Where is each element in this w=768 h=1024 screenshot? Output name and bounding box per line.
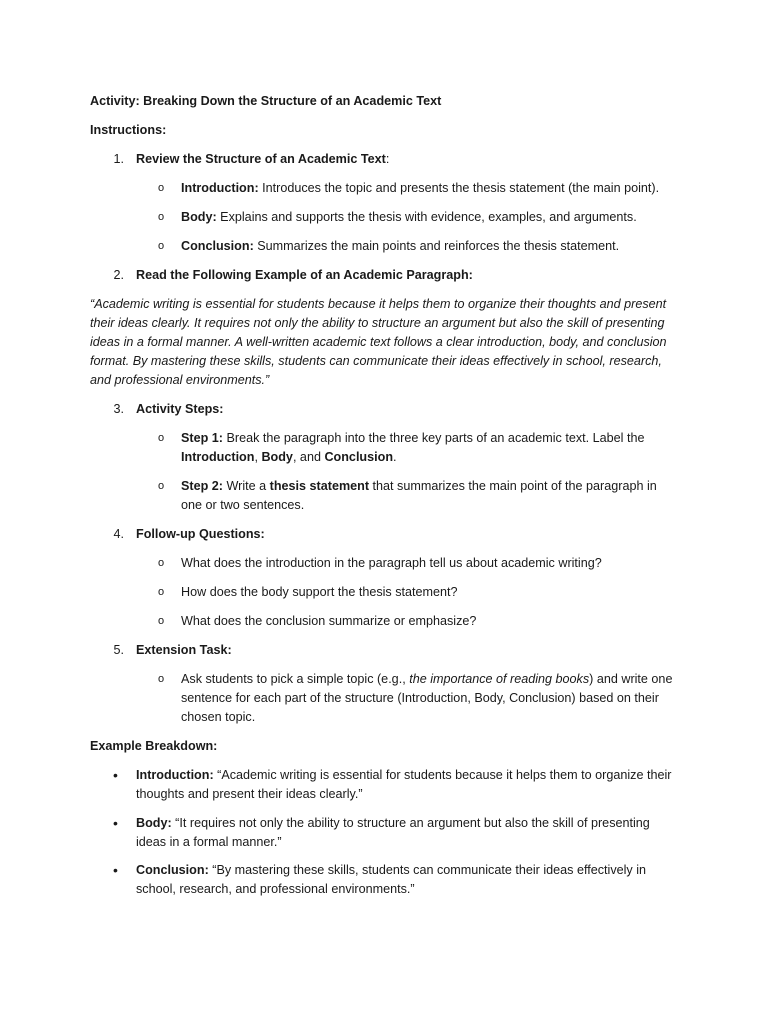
sub-item-label: Introduction: <box>181 181 259 195</box>
breakdown-conclusion-line-1 <box>136 861 646 880</box>
step-1-line-1 <box>181 429 644 448</box>
breakdown-label: Introduction: <box>136 768 214 782</box>
sub-item-introduction <box>181 179 659 198</box>
extension-task-line-1 <box>181 670 672 689</box>
item-heading: Extension Task: <box>136 643 232 657</box>
question: What does the conclusion summarize or emphasize? <box>181 614 477 628</box>
paragraph-line: format. By mastering these skills, students can communicate their ideas effectively in school, research, <box>90 354 662 368</box>
circle-bullet-icon: o <box>158 557 165 569</box>
item-heading-text: Review the Structure of an Academic Text <box>136 152 386 166</box>
sub-item-conclusion <box>181 237 619 256</box>
item-number: 4. <box>113 527 124 541</box>
step-label: Step 1: <box>181 431 223 445</box>
item-number: 2. <box>113 268 124 282</box>
term-introduction: Introduction <box>181 450 255 464</box>
task-text: Ask students to pick a simple topic (e.g., <box>181 672 410 686</box>
step-2-line-2: one or two sentences. <box>181 498 305 512</box>
step-text: . <box>393 450 397 464</box>
circle-bullet-icon: o <box>158 615 165 627</box>
term-body: Body <box>261 450 293 464</box>
circle-bullet-icon: o <box>158 673 165 685</box>
item-heading: Activity Steps: <box>136 402 224 416</box>
step-text: that summarizes the main point of the paragraph in <box>369 479 657 493</box>
step-text: , and <box>292 450 325 464</box>
sub-item-label: Body: <box>181 210 217 224</box>
question: What does the introduction in the paragraph tell us about academic writing? <box>181 556 602 570</box>
sub-item-text: Summarizes the main points and reinforces the thesis statement. <box>253 239 620 253</box>
term-conclusion: Conclusion <box>324 450 394 464</box>
step-2-line-1 <box>181 477 657 496</box>
breakdown-text: “By mastering these skills, students can communicate their ideas effectively in <box>208 863 647 877</box>
circle-bullet-icon: o <box>158 211 165 223</box>
paragraph-line: their ideas clearly. It requires not only the ability to structure an argument but also the skill of presenting <box>90 316 665 330</box>
step-1-line-2 <box>181 448 397 467</box>
item-heading <box>136 150 389 169</box>
item-heading: Follow-up Questions: <box>136 527 265 541</box>
bullet-icon: • <box>113 767 118 783</box>
circle-bullet-icon: o <box>158 182 165 194</box>
paragraph-line: ideas in a formal manner. A well-written academic text follows a clear introduction, body, and conclusion <box>90 335 667 349</box>
bullet-icon: • <box>113 815 118 831</box>
sub-item-body <box>181 208 637 227</box>
breakdown-introduction-line-2: thoughts and present their ideas clearly.” <box>136 787 363 801</box>
item-number: 3. <box>113 402 124 416</box>
circle-bullet-icon: o <box>158 432 165 444</box>
extension-task-line-2: sentence for each part of the structure (Introduction, Body, Conclusion) based on their <box>181 691 659 705</box>
step-text: Write a <box>223 479 270 493</box>
breakdown-text: “Academic writing is essential for students because it helps them to organize their <box>213 768 672 782</box>
item-number: 1. <box>113 152 124 166</box>
bullet-icon: • <box>113 862 118 878</box>
breakdown-label: Conclusion: <box>136 863 209 877</box>
paragraph-line: and professional environments.” <box>90 373 270 387</box>
breakdown-introduction-line-1 <box>136 766 671 785</box>
breakdown-label: Body: <box>136 816 172 830</box>
document-title: Activity: Breaking Down the Structure of an Academic Text <box>90 94 442 108</box>
instructions-heading: Instructions: <box>90 123 167 137</box>
step-text: Break the paragraph into the three key parts of an academic text. Label the <box>223 431 645 445</box>
sub-item-text: Explains and supports the thesis with evidence, examples, and arguments. <box>216 210 637 224</box>
step-text: , <box>254 450 262 464</box>
circle-bullet-icon: o <box>158 480 165 492</box>
item-number: 5. <box>113 643 124 657</box>
circle-bullet-icon: o <box>158 586 165 598</box>
sub-item-label: Conclusion: <box>181 239 254 253</box>
extension-task-line-3: chosen topic. <box>181 710 256 724</box>
item-heading: Read the Following Example of an Academic Paragraph: <box>136 268 473 282</box>
breakdown-body-line-1 <box>136 814 650 833</box>
term-thesis-statement: thesis statement <box>269 479 370 493</box>
breakdown-text: “It requires not only the ability to structure an argument but also the skill of presenting <box>171 816 650 830</box>
breakdown-conclusion-line-2: school, research, and professional environments.” <box>136 882 415 896</box>
step-label: Step 2: <box>181 479 223 493</box>
item-heading-colon: : <box>385 152 390 166</box>
breakdown-body-line-2: ideas in a formal manner.” <box>136 835 282 849</box>
task-text: ) and write one <box>589 672 673 686</box>
sub-item-text: Introduces the topic and presents the thesis statement (the main point). <box>258 181 660 195</box>
circle-bullet-icon: o <box>158 240 165 252</box>
question: How does the body support the thesis statement? <box>181 585 458 599</box>
breakdown-heading: Example Breakdown: <box>90 739 218 753</box>
paragraph-line: “Academic writing is essential for students because it helps them to organize their thoughts and present <box>90 297 667 311</box>
task-topic-example: the importance of reading books <box>409 672 590 686</box>
